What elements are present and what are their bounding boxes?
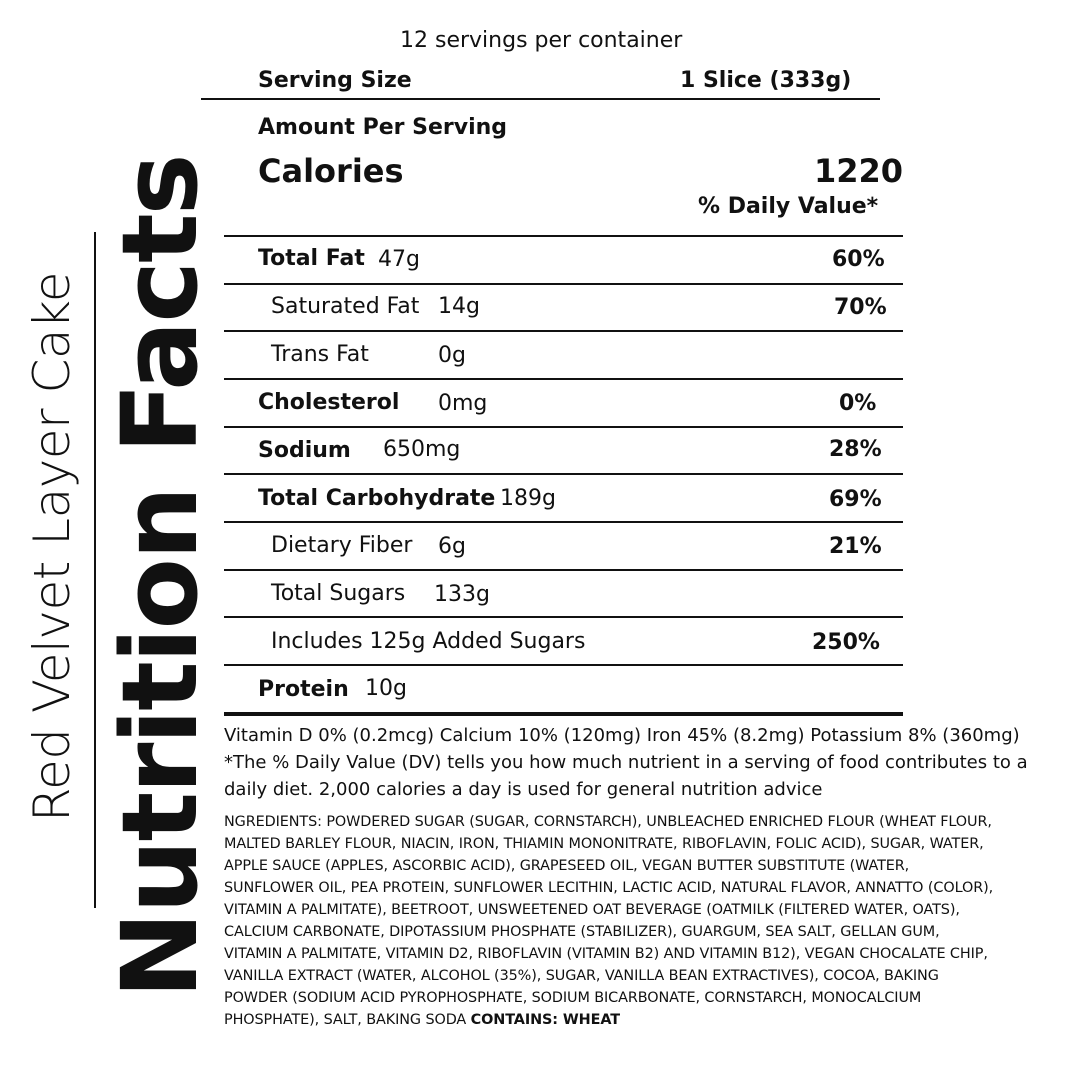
nutrient-name: Total Fat <box>258 246 365 271</box>
nutrient-dv: 60% <box>832 247 885 272</box>
allergen-statement: CONTAINS: WHEAT <box>470 1012 620 1028</box>
footnote-line: daily diet. 2,000 calories a day is used for general nutrition advice <box>224 779 823 800</box>
nutrient-amount: 133g <box>434 582 490 607</box>
nutrient-amount: 47g <box>378 247 420 272</box>
product-name: Red Velvet Layer Cake <box>23 272 81 822</box>
amount-per-serving: Amount Per Serving <box>258 115 508 140</box>
nutrient-dv: 21% <box>829 534 882 559</box>
nutrient-amount: 650mg <box>383 437 461 462</box>
calories-value: 1220 <box>814 152 904 190</box>
nutrient-dv: 70% <box>834 295 887 320</box>
nutrient-name: Protein <box>258 677 349 702</box>
serving-size-label: Serving Size <box>258 68 412 93</box>
nutrient-name: Total Carbohydrate <box>258 486 496 511</box>
nutrient-dv: 0% <box>839 391 877 416</box>
nutrient-amount: 10g <box>365 676 407 701</box>
nutrient-divider <box>224 664 903 666</box>
nutrient-dv: 250% <box>812 630 880 655</box>
nutrient-name: Total Sugars <box>271 581 406 606</box>
nutrient-dv: 28% <box>829 437 882 462</box>
nutrient-name: Cholesterol <box>258 390 400 415</box>
nutrient-amount: 189g <box>500 486 556 511</box>
nutrient-amount: 6g <box>438 534 466 559</box>
nutrient-name: Saturated Fat <box>271 294 420 319</box>
nutrient-divider <box>224 521 903 523</box>
serving-divider <box>201 98 880 100</box>
nutrient-divider <box>224 569 903 571</box>
nutrient-dv: 69% <box>829 487 882 512</box>
nutrient-name: Sodium <box>258 438 351 463</box>
nutrition-facts-title: Nutrition Facts <box>99 155 221 999</box>
nutrient-divider <box>224 616 903 618</box>
calories-label: Calories <box>258 152 404 190</box>
nutrient-amount: 14g <box>438 294 480 319</box>
nutrient-divider <box>224 473 903 475</box>
ingredients-text <box>224 811 994 1031</box>
nutrient-name: Includes 125g Added Sugars <box>271 629 586 654</box>
nutrient-divider <box>224 283 903 285</box>
nutrient-name: Dietary Fiber <box>271 533 413 558</box>
thick-divider <box>224 712 903 716</box>
side-divider <box>94 232 96 908</box>
nutrient-divider <box>224 426 903 428</box>
nutrient-divider <box>224 330 903 332</box>
ingredients-list: NGREDIENTS: POWDERED SUGAR (SUGAR, CORNSTARCH), UNBLEACHED ENRICHED FLOUR (WHEAT FLOUR, MALTED BARLEY FLOUR, NIACIN, IRON, THIAMIN MONONITRATE, RIBOFLAVIN, FOLIC ACID), SUGAR, WATER, APPLE SAUCE (APPLES, ASCORBIC ACID), GRAPESEED OIL, VEGAN BUTTER SUBSTITUTE (WATER, SUNFLOWER OIL, PEA PROTEIN, SUNFLOWER LECITHIN, LACTIC ACID, NATURAL FLAVOR, ANNATTO (COLOR), VITAMIN A PALMITATE), BEETROOT, UNSWEETENED OAT BEVERAGE (OATMILK (FILTERED WATER, OATS), CALCIUM CARBONATE, DIPOTASSIUM PHOSPHATE (STABILIZER), GUARGUM, SEA SALT, GELLAN GUM, VITAMIN A PALMITATE, VITAMIN D2, RIBOFLAVIN (VITAMIN B2) AND VITAMIN B12), VEGAN CHOCALATE CHIP, VANILLA EXTRACT (WATER, ALCOHOL (35%), SUGAR, VANILLA BEAN EXTRACTIVES), COCOA, BAKING POWDER (SODIUM ACID PYROPHOSPHATE, SODIUM BICARBONATE, CORNSTARCH, MONOCALCIUM PHOSPHATE), SALT, BAKING SODA <box>224 814 994 1028</box>
nutrient-name: Trans Fat <box>271 342 369 367</box>
nutrient-amount: 0g <box>438 343 466 368</box>
serving-size-value: 1 Slice (333g) <box>680 68 852 93</box>
footnote-line: *The % Daily Value (DV) tells you how much nutrient in a serving of food contributes to a <box>224 752 1028 773</box>
daily-value-header: % Daily Value* <box>698 194 879 219</box>
vitamins-line: Vitamin D 0% (0.2mcg) Calcium 10% (120mg) Iron 45% (8.2mg) Potassium 8% (360mg) <box>224 725 1020 746</box>
servings-per-container: 12 servings per container <box>400 28 683 53</box>
nutrient-amount: 0mg <box>438 391 488 416</box>
nutrient-divider <box>224 378 903 380</box>
nutrient-divider <box>224 235 903 237</box>
